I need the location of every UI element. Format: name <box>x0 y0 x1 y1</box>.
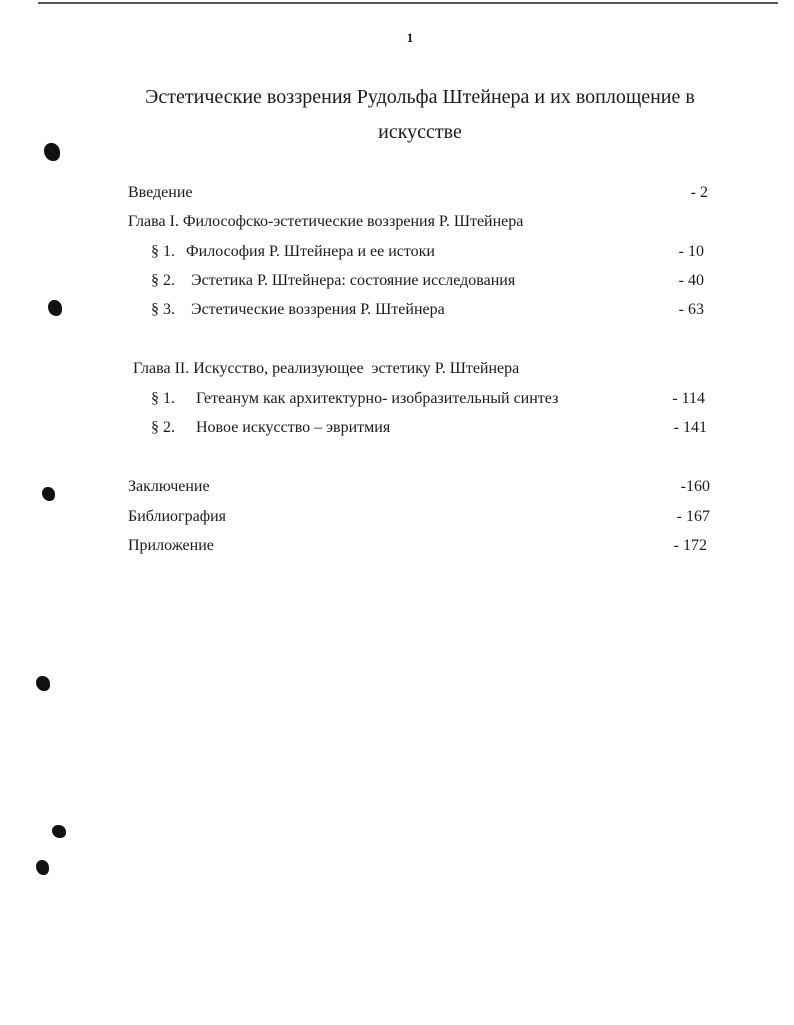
toc-ch2-sec1-num: § 1. <box>151 390 175 407</box>
toc-ch2-sec2-num: § 2. <box>151 419 175 436</box>
toc-ch1-sec3-num: § 3. <box>151 301 175 318</box>
document-title: Эстетические воззрения Рудольфа Штейнера и их воплощение в искусстве <box>145 86 695 143</box>
page-number: 1 <box>406 30 414 45</box>
punch-hole-mark <box>42 487 55 501</box>
top-rule <box>38 2 778 4</box>
toc-ch1-sec1-num: § 1. <box>151 243 175 260</box>
toc-chapter1-label: Глава I. Философско-эстетические воззрения Р. Штейнера <box>128 213 524 230</box>
toc-ch1-sec1-label: Философия Р. Штейнера и ее истоки <box>186 243 435 260</box>
toc-bibliography-page: - 167 <box>676 508 710 525</box>
toc-ch1-sec3-page: - 63 <box>678 301 704 318</box>
toc-intro-label: Введение <box>128 184 193 201</box>
toc-ch2-sec2-label: Новое искусство – эвритмия <box>196 419 391 436</box>
toc-ch2-sec1-label: Гетеанум как архитектурно- изобразительный синтез <box>196 390 559 407</box>
toc-intro-page: - 2 <box>690 184 708 201</box>
punch-hole-mark <box>36 860 49 875</box>
toc-ch2-sec2-page: - 141 <box>673 419 707 436</box>
toc-ch1-sec2-page: - 40 <box>678 272 704 289</box>
toc-conclusion-label: Заключение <box>128 478 210 495</box>
toc-conclusion-page: -160 <box>680 478 710 495</box>
toc-bibliography-label: Библиография <box>128 508 226 525</box>
toc-chapter2-label: Глава II. Искусство, реализующее эстетику Р. Штейнера <box>133 360 520 377</box>
toc-ch1-sec1-page: - 10 <box>678 243 704 260</box>
punch-hole-mark <box>36 676 50 691</box>
toc-ch1-sec2-num: § 2. <box>151 272 175 289</box>
punch-hole-mark <box>48 300 62 316</box>
punch-hole-mark <box>52 825 66 838</box>
punch-hole-mark <box>44 143 60 161</box>
toc-ch1-sec3-label: Эстетические воззрения Р. Штейнера <box>191 301 445 318</box>
toc-appendix-label: Приложение <box>128 537 214 554</box>
toc-appendix-page: - 172 <box>673 537 707 554</box>
toc-ch2-sec1-page: - 114 <box>672 390 705 407</box>
toc-ch1-sec2-label: Эстетика Р. Штейнера: состояние исследования <box>191 272 516 289</box>
